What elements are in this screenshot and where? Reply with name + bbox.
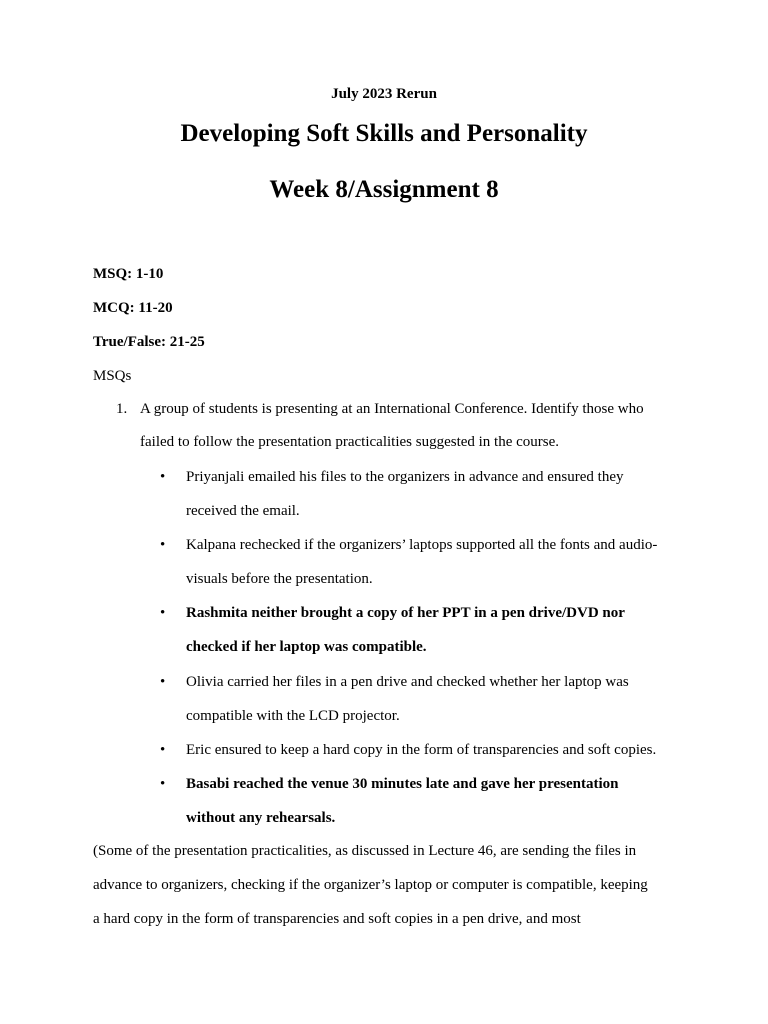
option-text-line-1: Kalpana rechecked if the organizers’ laptops supported all the fonts and audio- bbox=[186, 537, 658, 553]
question-text-line-1: A group of students is presenting at an International Conference. Identify those who bbox=[140, 401, 644, 417]
option-text-line-1: Eric ensured to keep a hard copy in the form of transparencies and soft copies. bbox=[186, 742, 657, 758]
bullet-icon: • bbox=[160, 674, 166, 690]
rerun-label: July 2023 Rerun bbox=[331, 86, 437, 102]
explanation-line-3: a hard copy in the form of transparencies and soft copies in a pen drive, and most bbox=[93, 911, 581, 927]
bullet-icon: • bbox=[160, 605, 166, 621]
section-label-msqs: MSQs bbox=[93, 368, 132, 384]
option-text-line-2: visuals before the presentation. bbox=[186, 571, 373, 587]
document-title: Developing Soft Skills and Personality bbox=[180, 120, 588, 147]
true-false-range: True/False: 21-25 bbox=[93, 334, 205, 350]
explanation-line-1: (Some of the presentation practicalities, as discussed in Lecture 46, are sending the files in bbox=[93, 843, 637, 859]
option-text-line-2: received the email. bbox=[186, 503, 300, 519]
question-text-line-2: failed to follow the presentation practicalities suggested in the course. bbox=[140, 434, 560, 450]
bullet-icon: • bbox=[160, 742, 166, 758]
bullet-icon: • bbox=[160, 469, 166, 485]
option-text-line-1: Rashmita neither brought a copy of her PPT in a pen drive/DVD nor bbox=[186, 605, 625, 621]
option-text-line-1: Olivia carried her files in a pen drive and checked whether her laptop was bbox=[186, 674, 629, 690]
bullet-icon: • bbox=[160, 537, 166, 553]
question-number: 1. bbox=[116, 401, 128, 417]
option-text-line-2: checked if her laptop was compatible. bbox=[186, 639, 427, 655]
mcq-range: MCQ: 11-20 bbox=[93, 300, 173, 316]
assignment-title: Week 8/Assignment 8 bbox=[269, 176, 499, 203]
option-text-line-1: Priyanjali emailed his files to the organizers in advance and ensured they bbox=[186, 469, 624, 485]
explanation-line-2: advance to organizers, checking if the organizer’s laptop or computer is compatible, keeping bbox=[93, 877, 648, 893]
msq-range: MSQ: 1-10 bbox=[93, 266, 164, 282]
option-text-line-1: Basabi reached the venue 30 minutes late and gave her presentation bbox=[186, 776, 619, 792]
option-text-line-2: without any rehearsals. bbox=[186, 810, 336, 826]
option-text-line-2: compatible with the LCD projector. bbox=[186, 708, 400, 724]
bullet-icon: • bbox=[160, 776, 166, 792]
